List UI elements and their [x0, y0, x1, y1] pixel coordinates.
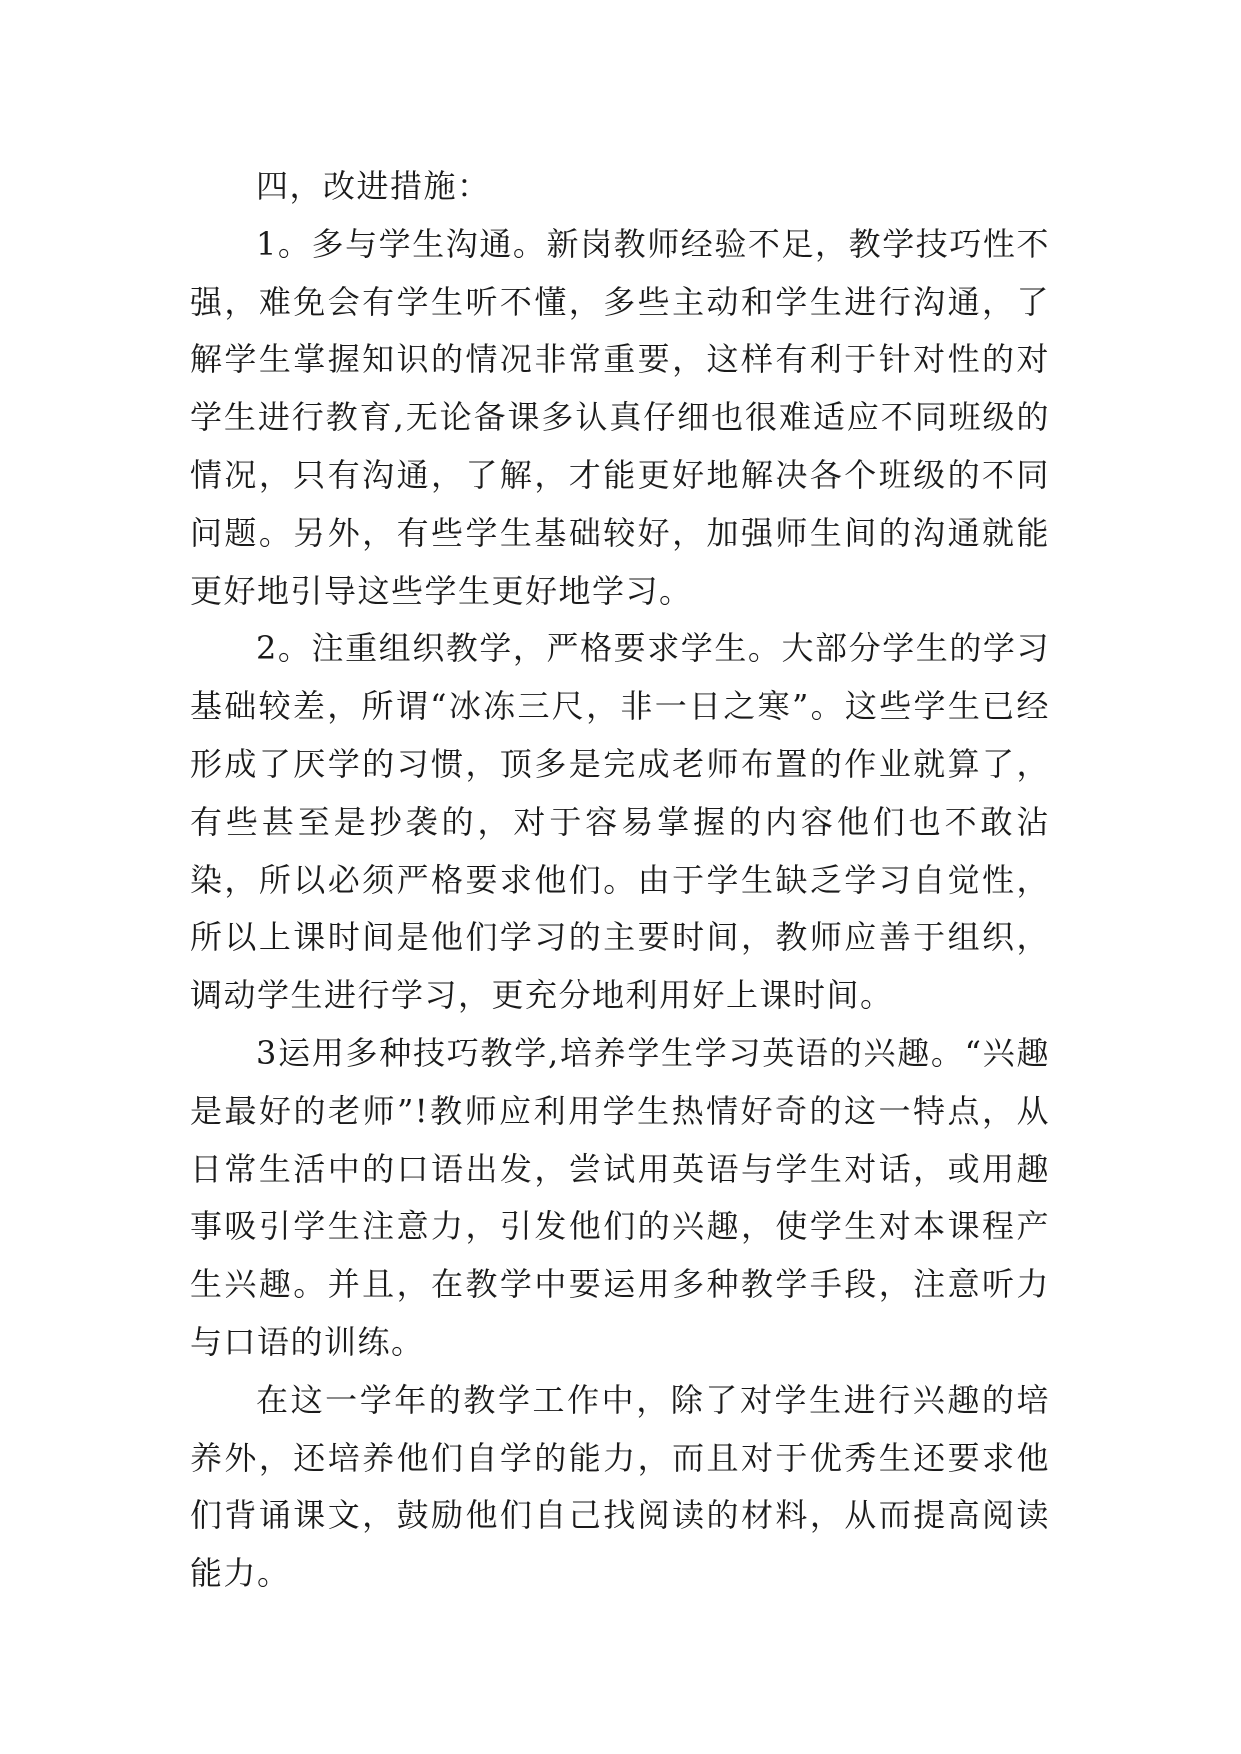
section-heading: 四，改进措施： — [256, 167, 491, 205]
paragraph-summary: 在这一学年的教学工作中，除了对学生进行兴趣的培养外，还培养他们自学的能力，而且对于优秀生还要求他们背诵课文，鼓励他们自己找阅读的材料，从而提高阅读能力。 — [190, 1380, 1050, 1593]
document-body — [190, 158, 1050, 1603]
paragraph-communicate: 1。多与学生沟通。新岗教师经验不足，教学技巧性不强，难免会有学生听不懂，多些主动和学生进行沟通，了解学生掌握知识的情况非常重要，这样有利于针对性的对学生进行教育,无论备课多认真仔细也很难适应不同班级的情况，只有沟通，了解，才能更好地解决各个班级的不同问题。另外，有些学生基础较好，加强师生间的沟通就能更好地引导这些学生更好地学习。 — [190, 224, 1050, 610]
paragraph-interest: 3运用多种技巧教学,培养学生学习英语的兴趣。“兴趣是最好的老师”!教师应利用学生热情好奇的这一特点，从日常生活中的口语出发，尝试用英语与学生对话，或用趣事吸引学生注意力，引发他们的兴趣，使学生对本课程产生兴趣。并且，在教学中要运用多种教学手段，注意听力与口语的训练。 — [190, 1033, 1050, 1361]
paragraph-organize-teaching: 2。注重组织教学，严格要求学生。大部分学生的学习基础较差，所谓“冰冻三尺，非一日之寒”。这些学生已经形成了厌学的习惯，顶多是完成老师布置的作业就算了，有些甚至是抄袭的，对于容易掌握的内容他们也不敢沾染，所以必须严格要求他们。由于学生缺乏学习自觉性，所以上课时间是他们学习的主要时间，教师应善于组织，调动学生进行学习，更充分地利用好上课时间。 — [190, 629, 1050, 1015]
